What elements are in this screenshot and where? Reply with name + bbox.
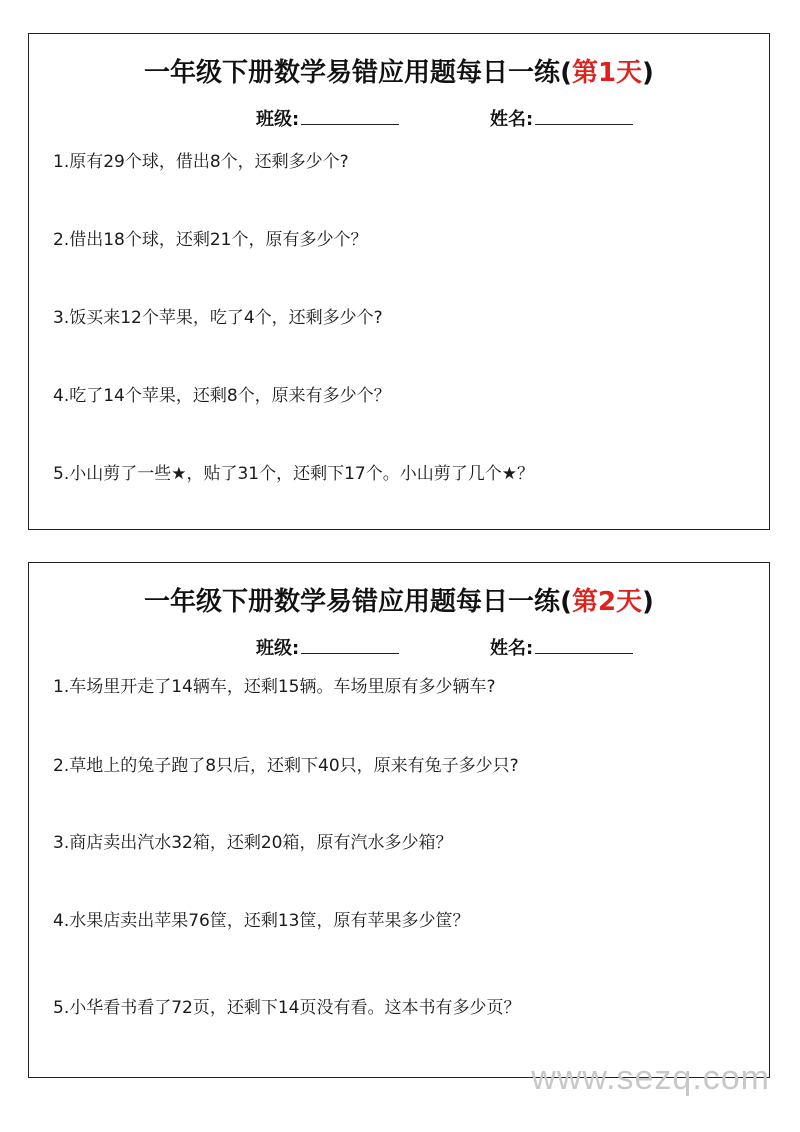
question-item: 1.车场里开走了14辆车，还剩15辆。车场里原有多少辆车? xyxy=(53,677,496,697)
name-label: 姓名: xyxy=(490,638,534,659)
worksheet-title xyxy=(29,585,769,619)
student-info-row xyxy=(29,106,769,132)
class-field xyxy=(256,106,399,133)
question-item: 2.借出18个球，还剩21个，原有多少个？ xyxy=(53,230,368,250)
student-info-row xyxy=(29,635,769,661)
name-blank-line[interactable] xyxy=(535,106,633,125)
question-item: 1.原有29个球，借出8个，还剩多少个? xyxy=(53,152,349,172)
title-paren-open: ( xyxy=(560,587,572,617)
title-main: 一年级下册数学易错应用题每日一练 xyxy=(144,58,561,88)
question-item: 4.吃了14个苹果，还剩8个，原来有多少个？ xyxy=(53,386,391,406)
title-paren-open: ( xyxy=(560,58,572,88)
title-main: 一年级下册数学易错应用题每日一练 xyxy=(144,587,561,617)
name-blank-line[interactable] xyxy=(535,635,633,654)
question-item: 3.饭买来12个苹果，吃了4个，还剩多少个? xyxy=(53,308,383,328)
name-field xyxy=(490,106,633,133)
worksheet-title xyxy=(29,56,769,90)
title-day: 第2天 xyxy=(571,587,643,617)
name-label: 姓名: xyxy=(490,109,534,130)
title-paren-close: ) xyxy=(642,587,654,617)
class-field xyxy=(256,635,399,662)
class-label: 班级: xyxy=(256,109,300,130)
question-item: 3.商店卖出汽水32箱，还剩20箱，原有汽水多少箱？ xyxy=(53,833,453,853)
question-item: 5.小山剪了一些★，贴了31个，还剩下17个。小山剪了几个★？ xyxy=(53,464,534,484)
name-field xyxy=(490,635,633,662)
worksheet-day-2 xyxy=(28,562,770,1078)
class-blank-line[interactable] xyxy=(301,635,399,654)
question-item: 5.小华看书看了72页，还剩下14页没有看。这本书有多少页？ xyxy=(53,998,521,1018)
title-paren-close: ) xyxy=(642,58,654,88)
question-item: 4.水果店卖出苹果76筐，还剩13筐，原有苹果多少筐？ xyxy=(53,911,470,931)
question-item: 2.草地上的兔子跑了8只后，还剩下40只，原来有兔子多少只? xyxy=(53,756,519,776)
class-blank-line[interactable] xyxy=(301,106,399,125)
title-day: 第1天 xyxy=(571,58,643,88)
worksheet-day-1 xyxy=(28,33,770,530)
site-watermark: www.sezq.com xyxy=(531,1059,770,1097)
class-label: 班级: xyxy=(256,638,300,659)
